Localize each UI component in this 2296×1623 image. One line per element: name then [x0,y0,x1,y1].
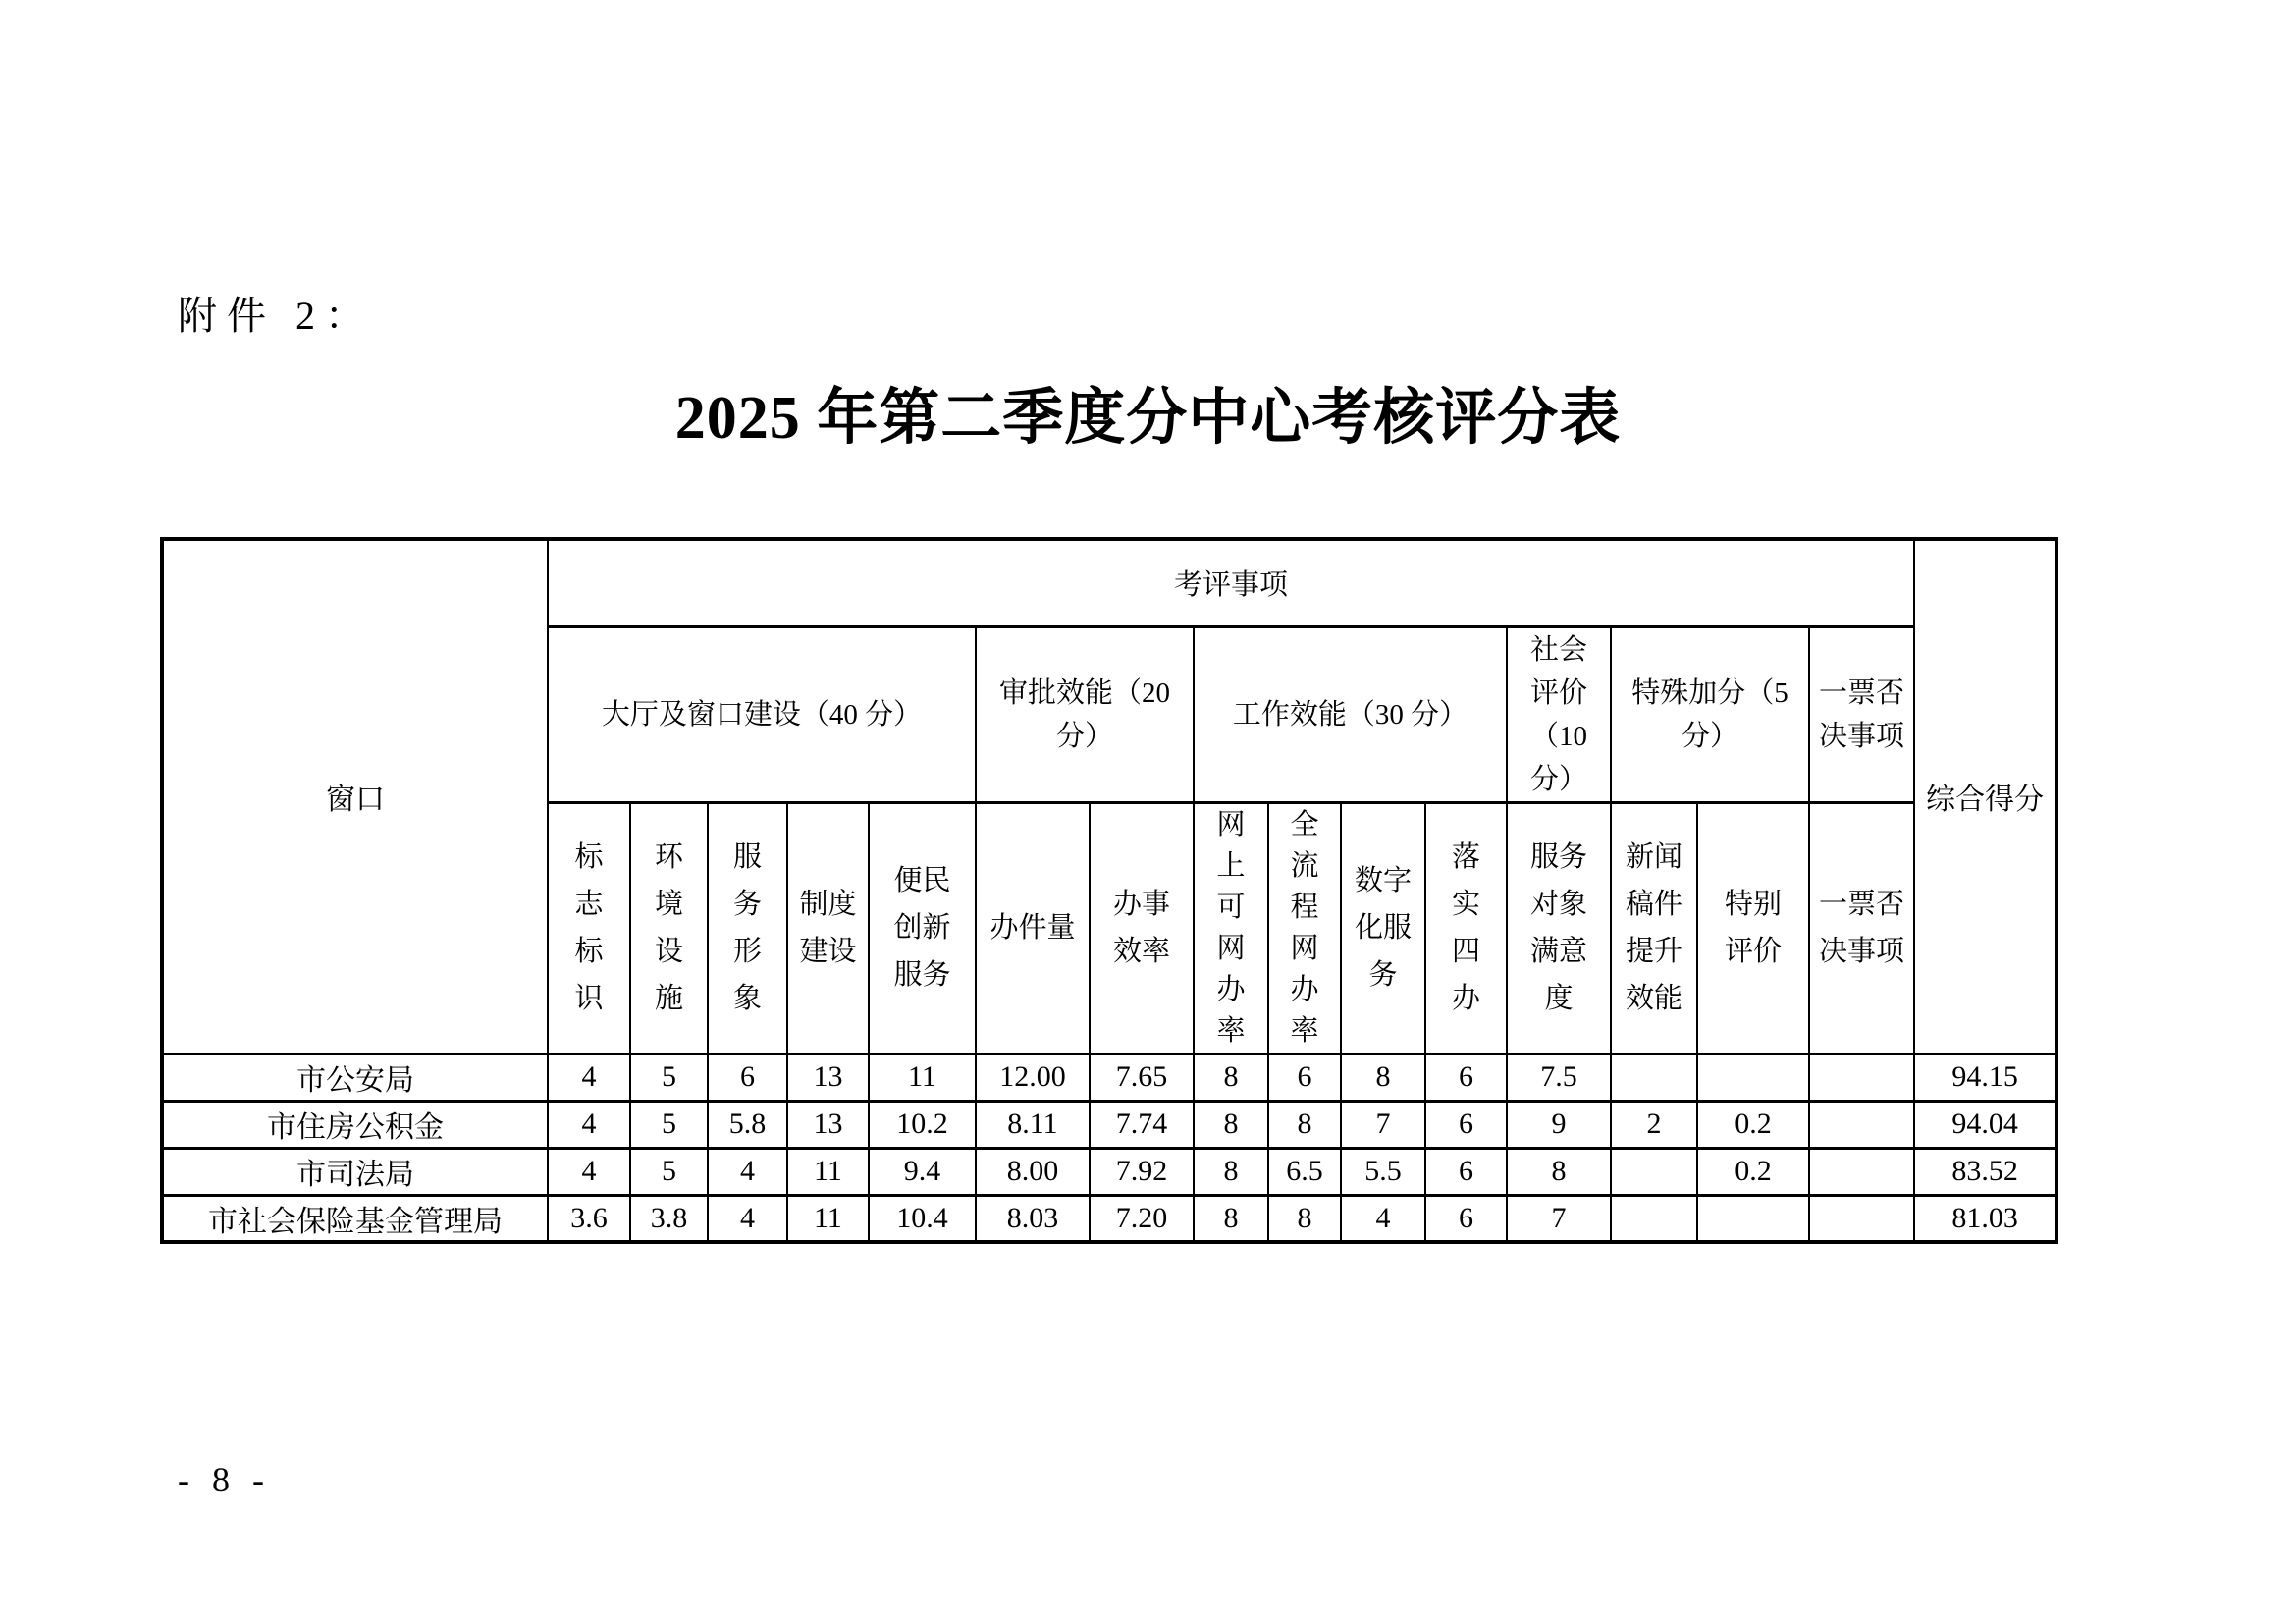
value-cell: 7.20 [1090,1195,1194,1242]
composite-score-cell: 81.03 [1914,1195,2056,1242]
value-cell: 11 [869,1054,976,1101]
value-cell: 6 [708,1054,787,1101]
value-cell: 13 [787,1054,869,1101]
value-cell: 9 [1507,1101,1611,1148]
value-cell: 4 [548,1101,630,1148]
evaluation-items-header: 考评事项 [548,539,1914,626]
value-cell: 5 [630,1148,708,1195]
subheader-online-available-rate-label: 网上可网办率 [1216,809,1246,1047]
subheader-work-efficiency [1090,802,1194,1054]
value-cell: 8 [1268,1195,1341,1242]
value-cell: 6 [1425,1195,1507,1242]
group-approval-efficiency-label: 审批效能（20 分） [998,676,1170,752]
attachment-label: 附件 2： [178,294,374,338]
value-cell: 3.6 [548,1195,630,1242]
group-special-bonus-label: 特殊加分（5 分） [1631,676,1789,752]
value-cell: 4 [708,1195,787,1242]
value-cell: 6 [1425,1101,1507,1148]
value-cell: 8 [1507,1148,1611,1195]
subheader-environment-facilities-label: 环境设施 [654,841,683,1014]
subheader-system-building-label: 制度建设 [799,889,857,967]
subheader-convenience-innovation-label: 便民创新服务 [893,865,951,991]
value-cell: 13 [787,1101,869,1148]
value-cell: 0.2 [1697,1148,1809,1195]
group-veto-label: 一票否决事项 [1819,676,1905,752]
value-cell: 9.4 [869,1148,976,1195]
value-cell: 5 [630,1054,708,1101]
subheader-case-volume: 办件量 [976,802,1090,1054]
subheader-service-image [708,802,787,1054]
value-cell: 7 [1507,1195,1611,1242]
value-cell: 7 [1341,1101,1425,1148]
page-number: - 8 - [178,1460,271,1499]
value-cell: 7.5 [1507,1054,1611,1101]
value-cell: 7.74 [1090,1101,1194,1148]
subheader-full-process-online-rate [1268,802,1341,1054]
subheader-satisfaction [1507,802,1611,1054]
group-special-bonus-header [1611,626,1809,802]
value-cell: 8 [1268,1101,1341,1148]
value-cell [1809,1195,1914,1242]
group-hall-window-header: 大厅及窗口建设（40 分） [548,626,976,802]
subheader-four-implementations-label: 落实四办 [1451,841,1480,1014]
subheader-veto-items-label: 一票否决事项 [1819,889,1905,967]
subheader-special-evaluation-label: 特别评价 [1724,889,1782,967]
group-social-evaluation-label: 社会评价（10 分） [1529,633,1587,795]
value-cell: 6 [1425,1054,1507,1101]
subheader-four-implementations [1425,802,1507,1054]
value-cell [1809,1148,1914,1195]
value-cell: 6.5 [1268,1148,1341,1195]
value-cell [1697,1195,1809,1242]
value-cell: 4 [1341,1195,1425,1242]
value-cell [1611,1195,1697,1242]
subheader-full-process-online-rate-label: 全流程网办率 [1290,809,1319,1047]
subheader-work-efficiency-label: 办事效率 [1112,889,1170,967]
value-cell: 8.11 [976,1101,1090,1148]
subheader-special-evaluation [1697,802,1809,1054]
value-cell: 10.4 [869,1195,976,1242]
subheader-convenience-innovation [869,802,976,1054]
group-veto-header [1809,626,1914,802]
agency-name-cell: 市公安局 [162,1054,548,1101]
table-row [162,1195,2056,1242]
subheader-signs-logos [548,802,630,1054]
subheader-service-image-label: 服务形象 [732,841,762,1014]
value-cell: 12.00 [976,1054,1090,1101]
score-table [160,537,2058,1244]
subheader-digital-services [1341,802,1425,1054]
value-cell: 5 [630,1101,708,1148]
value-cell: 2 [1611,1101,1697,1148]
value-cell: 3.8 [630,1195,708,1242]
value-cell: 8 [1194,1148,1268,1195]
composite-score-cell: 94.04 [1914,1101,2056,1148]
subheader-online-available-rate [1194,802,1268,1054]
value-cell [1611,1054,1697,1101]
agency-name-cell: 市社会保险基金管理局 [162,1195,548,1242]
value-cell: 8 [1194,1054,1268,1101]
value-cell: 11 [787,1148,869,1195]
subheader-satisfaction-label: 服务对象满意度 [1529,841,1587,1014]
value-cell: 11 [787,1195,869,1242]
subheader-system-building [787,802,869,1054]
value-cell: 4 [708,1148,787,1195]
value-cell: 4 [548,1054,630,1101]
value-cell: 8.00 [976,1148,1090,1195]
subheader-news-improvement [1611,802,1697,1054]
group-approval-efficiency-header [976,626,1194,802]
value-cell [1809,1054,1914,1101]
agency-name-cell: 市司法局 [162,1148,548,1195]
subheader-news-improvement-label: 新闻稿件提升效能 [1625,841,1682,1014]
table-row [162,1148,2056,1195]
table-row [162,1054,2056,1101]
table-row [162,1101,2056,1148]
subheader-veto-items [1809,802,1914,1054]
value-cell: 8.03 [976,1195,1090,1242]
value-cell: 5.5 [1341,1148,1425,1195]
value-cell: 7.92 [1090,1148,1194,1195]
subheader-digital-services-label: 数字化服务 [1354,865,1412,991]
value-cell: 8 [1341,1054,1425,1101]
value-cell: 6 [1425,1148,1507,1195]
value-cell: 4 [548,1148,630,1195]
agency-name-cell: 市住房公积金 [162,1101,548,1148]
composite-score-cell: 83.52 [1914,1148,2056,1195]
window-column-header: 窗口 [162,539,548,1054]
group-social-evaluation-header [1507,626,1611,802]
value-cell: 8 [1194,1101,1268,1148]
value-cell: 5.8 [708,1101,787,1148]
value-cell: 7.65 [1090,1054,1194,1101]
value-cell: 8 [1194,1195,1268,1242]
subheader-signs-logos-label: 标志标识 [574,841,604,1014]
value-cell: 0.2 [1697,1101,1809,1148]
value-cell: 6 [1268,1054,1341,1101]
composite-score-cell: 94.15 [1914,1054,2056,1101]
value-cell [1809,1101,1914,1148]
value-cell [1611,1148,1697,1195]
composite-score-header: 综合得分 [1914,539,2056,1054]
value-cell [1697,1054,1809,1101]
group-work-efficiency-header: 工作效能（30 分） [1194,626,1507,802]
header-row-1 [162,539,2056,626]
subheader-environment-facilities [630,802,708,1054]
page-title: 2025 年第二季度分中心考核评分表 [674,385,1622,452]
value-cell: 10.2 [869,1101,976,1148]
